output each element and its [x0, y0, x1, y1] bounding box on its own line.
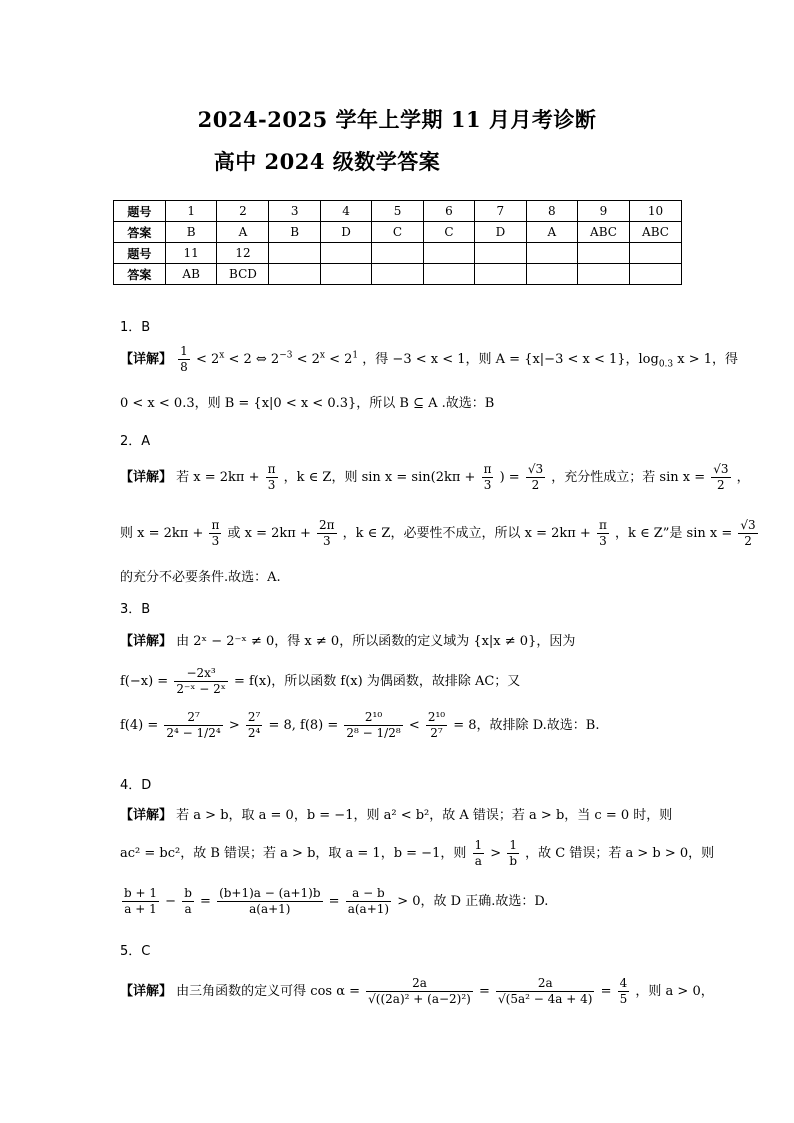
fraction: $\frac{√3}{2}$	[527, 462, 544, 492]
fraction: $\frac{\pi}{3}$	[211, 518, 220, 548]
table-cell: 2	[217, 201, 269, 222]
question-4-line-2: ac² = bc²，故 B 错误；若 a > b，取 a = 1，b = −1，则 $\frac{1}{a}$ > $\frac{1}{b}$ ，故 C 错误；若 a > b > 0，则	[120, 838, 715, 868]
fraction: $\frac{\text{2¹⁰}}{\text{2⁸ − 1/2⁸}}$	[346, 710, 401, 740]
table-cell: C	[423, 222, 474, 243]
table-row	[114, 264, 682, 285]
fraction: $\frac{b + 1}{a + 1}$	[124, 886, 157, 916]
table-cell: D	[320, 222, 371, 243]
question-2-heading: 2．A	[120, 434, 151, 449]
table-cell: B	[269, 222, 320, 243]
fraction: $\frac{\text{−2x³}}{\text{2⁻ˣ − 2ˣ}}$	[176, 666, 226, 696]
question-1-heading: 1．B	[120, 320, 151, 335]
fraction: $\frac{4}{5}$	[619, 976, 628, 1006]
table-cell	[372, 243, 423, 264]
table-header-cell: 答案	[114, 264, 166, 285]
fraction: $\frac{\pi}{3}$	[483, 462, 492, 492]
table-cell	[629, 264, 681, 285]
table-cell: A	[526, 222, 577, 243]
fraction: $\frac{\pi}{3}$	[598, 518, 607, 548]
table-cell: D	[475, 222, 526, 243]
table-cell	[475, 264, 526, 285]
detail-tag: 【详解】	[120, 808, 173, 823]
fraction: $\frac{1}{a}$	[474, 838, 483, 868]
table-cell: A	[217, 222, 269, 243]
table-cell: 5	[372, 201, 423, 222]
table-cell: 11	[165, 243, 217, 264]
table-cell	[629, 243, 681, 264]
table-cell	[475, 243, 526, 264]
detail-tag: 【详解】	[120, 470, 173, 485]
question-5-heading: 5．C	[120, 944, 151, 959]
table-cell	[372, 264, 423, 285]
fraction: $\frac{\pi}{3}$	[267, 462, 276, 492]
fraction: $\frac{b}{a}$	[184, 886, 192, 916]
fraction: $\frac{2\pi}{3}$	[319, 518, 335, 548]
question-1-line-1: 【详解】 $\frac{1}{8}$ < $2^x < 2$ ⇔ $2^{-3} < 2^x < 2^1$ ，得 −3 < x < 1，则 A = {x|−3 < x < 1}，$\log_{0.3} x > 1$，得	[120, 344, 739, 374]
table-cell	[320, 243, 371, 264]
table-cell: 3	[269, 201, 320, 222]
table-cell	[526, 243, 577, 264]
table-cell: 1	[165, 201, 217, 222]
question-4-line-1: 【详解】 若 a > b，取 a = 0，b = −1，则 a² < b²，故 A 错误；若 a > b，当 c = 0 时，则	[120, 808, 673, 823]
table-cell: 6	[423, 201, 474, 222]
detail-tag: 【详解】	[120, 634, 173, 649]
table-row	[114, 243, 682, 264]
table-cell: 12	[217, 243, 269, 264]
table-cell	[526, 264, 577, 285]
question-1-line-2: 0 < x < 0.3，则 B = {x|0 < x < 0.3}，所以 B ⊆ A .故选：B	[120, 396, 495, 411]
question-4-line-3: $\frac{b + 1}{a + 1}$ − $\frac{b}{a}$ = $\frac{(b+1)a - (a+1)b}{a(a+1)}$ = $\frac{a - b}{a(a+1)}$ > 0，故 D 正确.故选：D.	[124, 886, 549, 916]
question-2-line-1: 【详解】 若 x = 2kπ + $\frac{\pi}{3}$ ，k ∈ Z，则 sin x = sin(2kπ + $\frac{\pi}{3}$ ) = $\frac{√3}{2}$ ，充分性成立；若 sin x = $\frac{√3}{2}$ ，	[120, 462, 750, 492]
table-cell: 10	[629, 201, 681, 222]
fraction: $\frac{2a}{\text{√(5a² − 4a + 4)}}$	[498, 976, 593, 1006]
table-cell: AB	[165, 264, 217, 285]
question-4-heading: 4．D	[120, 778, 152, 793]
question-3-line-2: f(−x) = $\frac{\text{−2x³}}{\text{2⁻ˣ − 2ˣ}}$ = f(x)，所以函数 f(x) 为偶函数，故排除 AC；又	[120, 666, 521, 696]
table-cell: 4	[320, 201, 371, 222]
fraction: $\frac{√3}{2}$	[740, 518, 756, 548]
fraction: $\frac{a - b}{a(a+1)}$	[347, 886, 390, 916]
fraction: $\frac{(b+1)a - (a+1)b}{a(a+1)}$	[219, 886, 321, 916]
question-3-line-3: f(4) = $\frac{\text{2⁷}}{\text{2⁴ − 1/2⁴}}$ > $\frac{\text{2⁷}}{\text{2⁴}}$ = 8, f(8) = $\frac{\text{2¹⁰}}{\text{2⁸ − 1/2⁸}}$ < $\frac{\text{2¹⁰}}{\text{2⁷}}$ = 8，故排除 D.故选：B.	[120, 710, 600, 740]
detail-tag: 【详解】	[120, 984, 173, 999]
question-2-line-3: 的充分不必要条件.故选：A.	[120, 570, 281, 585]
table-cell	[423, 264, 474, 285]
table-header-cell: 题号	[114, 243, 166, 264]
page-title: 2024-2025 学年上学期 11 月月考诊断	[197, 107, 597, 132]
table-row	[114, 201, 682, 222]
table-cell: BCD	[217, 264, 269, 285]
question-5-line-1: 【详解】 由三角函数的定义可得 cos α = $\frac{2a}{\text{√((2a)² + (a−2)²)}}$ = $\frac{2a}{\text{√(5a² − 4a + 4)}}$ = $\frac{4}{5}$ ，则 a > 0，	[120, 976, 714, 1006]
table-header-cell: 答案	[114, 222, 166, 243]
table-cell: B	[165, 222, 217, 243]
table-cell: 7	[475, 201, 526, 222]
fraction: $\frac{1}{b}$	[509, 838, 518, 868]
table-cell	[320, 264, 371, 285]
table-cell: ABC	[629, 222, 681, 243]
fraction: $\frac{\text{2⁷}}{\text{2⁴}}$	[247, 710, 261, 740]
table-cell: 9	[578, 201, 630, 222]
fraction: $\frac{\text{2⁷}}{\text{2⁴ − 1/2⁴}}$	[166, 710, 221, 740]
table-cell: C	[372, 222, 423, 243]
answer-table	[113, 200, 682, 285]
detail-tag: 【详解】	[120, 352, 173, 367]
fraction: $\frac{\text{2¹⁰}}{\text{2⁷}}$	[427, 710, 446, 740]
fraction: $\frac{1}{8}$	[180, 344, 188, 374]
table-cell	[423, 243, 474, 264]
table-cell: ABC	[578, 222, 630, 243]
table-row	[114, 222, 682, 243]
table-cell	[269, 243, 320, 264]
table-header-cell: 题号	[114, 201, 166, 222]
fraction: $\frac{√3}{2}$	[713, 462, 729, 492]
question-2-line-2: 则 x = 2kπ + $\frac{\pi}{3}$ 或 x = 2kπ + $\frac{2\pi}{3}$ ，k ∈ Z，必要性不成立，所以 x = 2kπ + $\frac{\pi}{3}$ ，k ∈ Z”是 sin x = $\frac{√3}{2}$	[120, 518, 756, 548]
fraction: $\frac{2a}{\text{√((2a)² + (a−2)²)}}$	[368, 976, 471, 1006]
table-cell	[269, 264, 320, 285]
table-cell	[578, 243, 630, 264]
table-cell	[578, 264, 630, 285]
question-3-heading: 3．B	[120, 602, 151, 617]
question-3-line-1: 【详解】 由 2ˣ − 2⁻ˣ ≠ 0，得 x ≠ 0，所以函数的定义域为 {x|x ≠ 0}，因为	[120, 634, 576, 649]
table-cell: 8	[526, 201, 577, 222]
page-subtitle: 高中 2024 级数学答案	[213, 149, 441, 174]
